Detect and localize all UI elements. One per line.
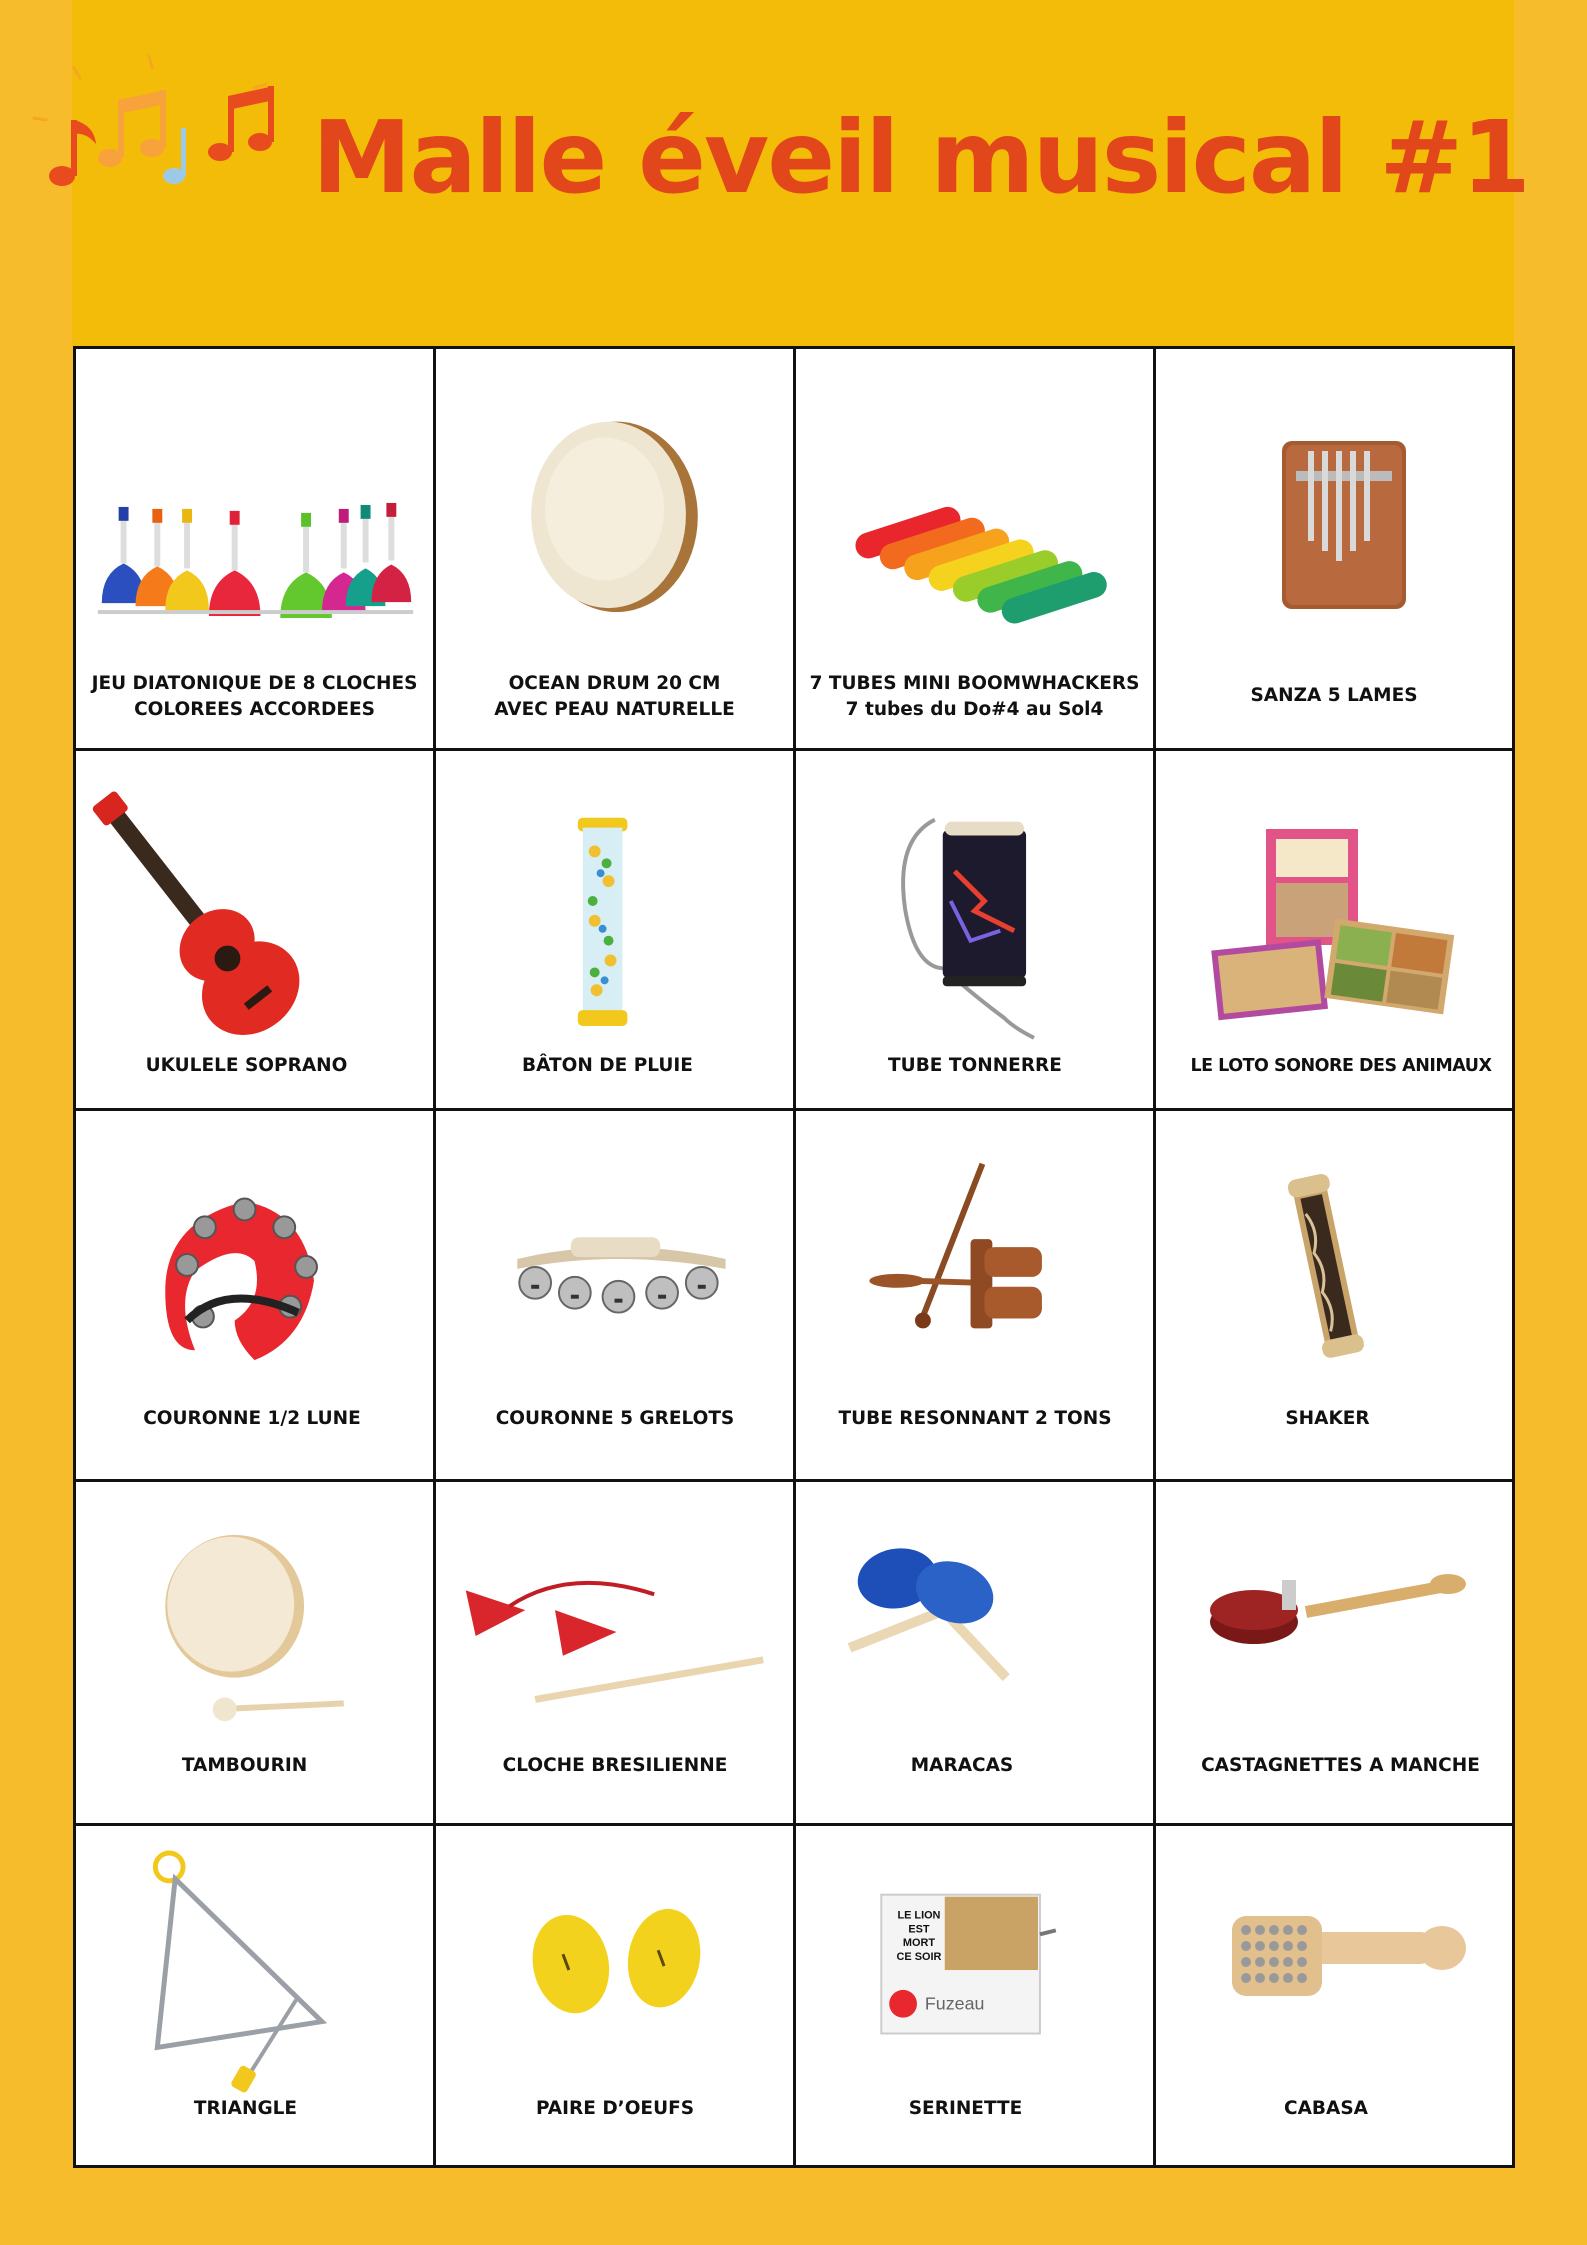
label-line: SERINETTE (908, 2098, 1023, 2119)
triangle-icon (76, 1826, 433, 2126)
egg-shakers-icon (436, 1826, 793, 2126)
music-box-brand: Fuzeau (924, 1993, 985, 2014)
instrument-card (796, 1111, 1156, 1482)
cabasa-icon (1156, 1826, 1512, 2126)
instrument-card (1156, 1482, 1512, 1826)
instrument-label (436, 671, 793, 723)
label-line: UKULELE SOPRANO (145, 1055, 348, 1076)
label-line: TUBE TONNERRE (888, 1055, 1062, 1076)
instrument-card (76, 1826, 436, 2165)
label-line: SHAKER (1285, 1408, 1370, 1429)
instrument-label (771, 1753, 1153, 1779)
label-line: TUBE RESONNANT 2 TONS (838, 1408, 1112, 1429)
label-line: TAMBOURIN (181, 1755, 308, 1776)
boomwhackers-icon (796, 349, 1153, 649)
page-title: Malle éveil musical #1 (312, 99, 1529, 216)
label-line: COLOREES ACCORDEES (134, 699, 375, 720)
instrument-label (437, 1406, 793, 1432)
label-line: 7 TUBES MINI BOOMWHACKERS (809, 673, 1140, 694)
music-box-title: MORT (902, 1937, 935, 1950)
instrument-label (60, 1053, 433, 1079)
sound-lotto-icon (1156, 751, 1512, 1051)
instrument-card (76, 1111, 436, 1482)
instrument-label (437, 2096, 793, 2122)
jingle-bells-icon (436, 1111, 793, 1411)
instrument-label (1170, 1053, 1512, 1079)
instrument-card (76, 751, 436, 1111)
instrument-label (797, 1053, 1153, 1079)
instrument-card (1156, 751, 1512, 1111)
label-line: MARACAS (910, 1755, 1014, 1776)
label-line: TRIANGLE (193, 2098, 298, 2119)
shaker-icon (1156, 1111, 1512, 1411)
label-line: COURONNE 5 GRELOTS (495, 1408, 735, 1429)
instrument-card (796, 1826, 1156, 2165)
instrument-label (76, 671, 433, 723)
agogo-bell-icon (436, 1482, 793, 1782)
rainstick-icon (436, 751, 793, 1051)
label-line: LE LOTO SONORE DES ANIMAUX (1190, 1056, 1492, 1076)
tambourine-icon (76, 1482, 433, 1782)
instrument-card (796, 1482, 1156, 1826)
instrument-label (796, 671, 1153, 723)
label-line: SANZA 5 LAMES (1250, 685, 1418, 706)
instrument-label (1156, 683, 1512, 709)
label-line: BÂTON DE PLUIE (522, 1055, 693, 1076)
music-box-title: CE SOIR (896, 1951, 942, 1964)
instrument-label (56, 1753, 433, 1779)
instrument-label (778, 2096, 1153, 2122)
instrument-label (71, 1406, 433, 1432)
instrument-card (436, 1111, 796, 1482)
hand-bells-icon (76, 349, 433, 649)
instrument-label (1140, 2096, 1512, 2122)
instrument-card (76, 1482, 436, 1826)
music-box-title: LE LION (897, 1909, 941, 1922)
label-line: OCEAN DRUM 20 CM (508, 673, 721, 694)
label-line: CASTAGNETTES A MANCHE (1201, 1755, 1480, 1776)
kalimba-icon (1156, 349, 1512, 649)
instrument-card (796, 349, 1156, 751)
instrument-card (436, 1826, 796, 2165)
instrument-label (437, 1753, 793, 1779)
music-box-title: EST (908, 1923, 930, 1936)
instrument-label (58, 2096, 433, 2122)
label-line: JEU DIATONIQUE DE 8 CLOCHES (91, 673, 418, 694)
instrument-card (436, 1482, 796, 1826)
instrument-card (1156, 1826, 1512, 2165)
label-line: COURONNE 1/2 LUNE (143, 1408, 361, 1429)
instrument-card (796, 751, 1156, 1111)
instrument-label (1143, 1406, 1512, 1432)
instrument-label (797, 1406, 1153, 1432)
label-line: PAIRE D’OEUFS (535, 2098, 695, 2119)
tone-block-icon (796, 1111, 1153, 1411)
instrument-card (436, 349, 796, 751)
instrument-label (422, 1053, 793, 1079)
music-notes-icon (24, 48, 274, 198)
label-line: CABASA (1284, 2098, 1368, 2119)
label-line: 7 tubes du Do#4 au Sol4 (845, 699, 1104, 720)
half-moon-tambourine-icon (76, 1111, 433, 1411)
instrument-card (1156, 1111, 1512, 1482)
instrument-card (76, 349, 436, 751)
label-line: AVEC PEAU NATURELLE (494, 699, 735, 720)
instrument-card (1156, 349, 1512, 751)
instrument-label (1169, 1753, 1512, 1779)
ukulele-icon (76, 751, 433, 1051)
music-box-icon (796, 1826, 1153, 2126)
label-line: CLOCHE BRESILIENNE (502, 1755, 728, 1776)
castanets-icon (1156, 1482, 1512, 1782)
maracas-icon (796, 1482, 1153, 1782)
thunder-tube-icon (796, 751, 1153, 1051)
instrument-card (436, 751, 796, 1111)
ocean-drum-icon (436, 349, 793, 649)
instrument-grid (73, 346, 1515, 2168)
